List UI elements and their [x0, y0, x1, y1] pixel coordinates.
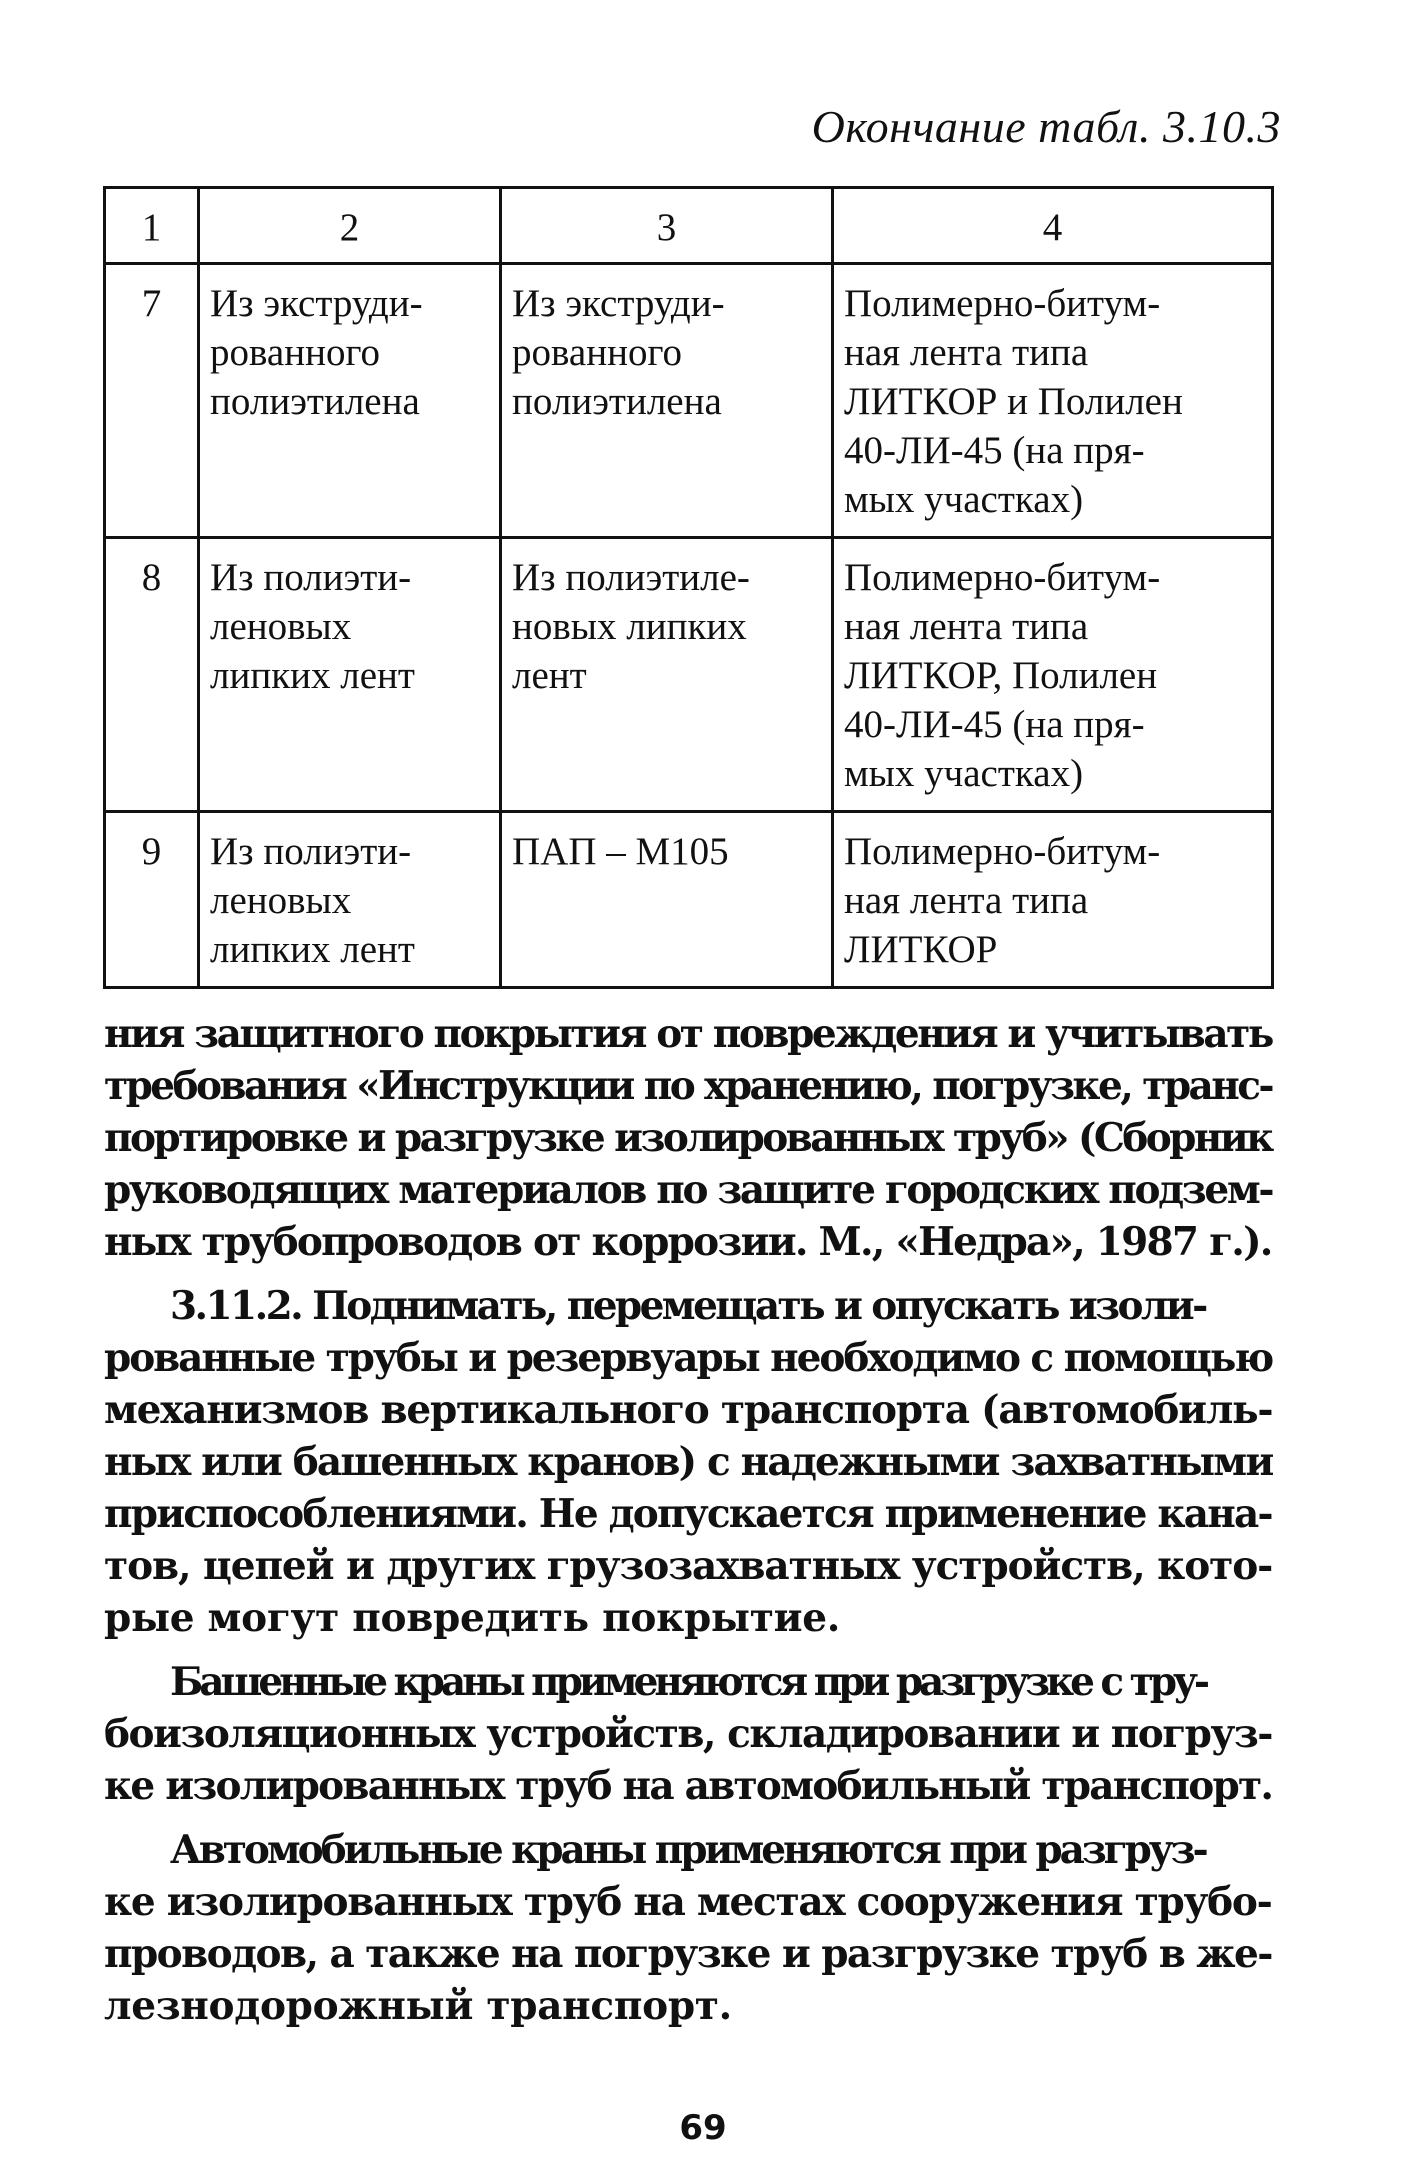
row-number-cell: 9 [105, 812, 199, 988]
table-cell [199, 538, 501, 812]
table-cell [501, 538, 833, 812]
text-line: ных трубопроводов от коррозии. М., «Недра», 1987 г.). [104, 1219, 1272, 1265]
text-line: требования «Инструкции по хранению, погрузке, транс- [104, 1063, 1273, 1109]
text-line: приспособлениями. Не допускается применение кана- [104, 1491, 1272, 1537]
cell-text-line: ЛИТКОР [844, 928, 998, 971]
table-row [105, 264, 1273, 538]
cell-text-line: Из экструди- [512, 282, 725, 325]
row-number-cell: 8 [105, 538, 199, 812]
text-line: ния защитного покрытия от повреждения и учитывать [104, 1011, 1272, 1057]
cell-text-line: лент [512, 654, 587, 697]
cell-text-line: полиэтилена [512, 380, 722, 423]
cell-text-line: ЛИТКОР, Полилен [844, 654, 1158, 697]
cell-text-line: Из экструди- [210, 282, 423, 325]
table-header-row [105, 188, 1273, 264]
text-line: лезнодорожный транспорт. [104, 1983, 732, 2029]
text-line: руководящих материалов по защите городских подзем- [104, 1167, 1273, 1213]
table-cell [501, 812, 833, 988]
table-cell [833, 264, 1273, 538]
cell-text-line: ная лента типа [844, 879, 1089, 922]
cell-text-line: мых участках) [844, 478, 1084, 521]
cell-text-line: ная лента типа [844, 331, 1089, 374]
table-body [105, 264, 1273, 988]
table-cell [833, 812, 1273, 988]
cell-text-line: мых участках) [844, 752, 1084, 795]
paragraph [104, 1280, 1272, 1644]
text-line: ке изолированных труб на автомобильный транспорт. [104, 1763, 1273, 1809]
column-header: 2 [199, 188, 501, 264]
text-line: проводов, а также на погрузке и разгрузке труб в же- [104, 1931, 1272, 1977]
column-header: 4 [833, 188, 1273, 264]
cell-text-line: Полимерно-битум- [844, 282, 1161, 325]
paragraph [104, 1656, 1272, 1812]
text-line: Башенные краны применяются при разгрузке с тру- [170, 1659, 1207, 1705]
cell-text-line: Из полиэти- [210, 556, 412, 599]
column-header: 3 [501, 188, 833, 264]
table-cell [199, 812, 501, 988]
cell-text-line: леновых [210, 605, 352, 648]
cell-text-line: Полимерно-битум- [844, 830, 1161, 873]
table-caption: Окончание табл. 3.10.3 [811, 101, 1281, 152]
cell-text-line: Из полиэти- [210, 830, 412, 873]
cell-text-line: ЛИТКОР и Полилен [844, 380, 1183, 423]
paragraph [104, 1824, 1272, 2032]
text-line: Автомобильные краны применяются при разгруз- [170, 1827, 1206, 1873]
table-cell [199, 264, 501, 538]
cell-text-line: новых липких [512, 605, 747, 648]
body-text [104, 1008, 1272, 2044]
insulation-table [103, 186, 1274, 989]
table-row [105, 812, 1273, 988]
cell-text-line: Из полиэтиле- [512, 556, 750, 599]
cell-text-line: полиэтилена [210, 380, 420, 423]
cell-text-line: леновых [210, 879, 352, 922]
cell-text-line: рованного [210, 331, 380, 374]
cell-text-line: ная лента типа [844, 605, 1089, 648]
cell-text-line: 40-ЛИ-45 (на пря- [844, 703, 1145, 746]
text-line: боизоляционных устройств, складировании и погруз- [104, 1711, 1272, 1757]
cell-text-line: липких лент [210, 928, 415, 971]
cell-text-line: рованного [512, 331, 682, 374]
cell-text-line: 40-ЛИ-45 (на пря- [844, 429, 1145, 472]
cell-text-line: липких лент [210, 654, 415, 697]
cell-text-line: ПАП – М105 [512, 830, 729, 873]
row-number-cell: 7 [105, 264, 199, 538]
cell-text-line: Полимерно-битум- [844, 556, 1161, 599]
paragraph [104, 1008, 1272, 1268]
text-line: 3.11.2. Поднимать, перемещать и опускать изоли- [170, 1283, 1206, 1329]
table-cell [501, 264, 833, 538]
page-number: 69 [679, 2108, 727, 2148]
column-header: 1 [105, 188, 199, 264]
table-row [105, 538, 1273, 812]
text-line: ных или башенных кранов) с надежными захватными [104, 1439, 1273, 1485]
text-line: тов, цепей и других грузозахватных устройств, кото- [104, 1543, 1273, 1589]
text-line: ке изолированных труб на местах сооружения трубо- [104, 1879, 1272, 1925]
text-line: рованные трубы и резервуары необходимо с помощью [104, 1335, 1273, 1381]
text-line: механизмов вертикального транспорта (автомобиль- [104, 1387, 1273, 1433]
text-line: рые могут повредить покрытие. [104, 1595, 840, 1641]
table-cell [833, 538, 1273, 812]
text-line: портировке и разгрузке изолированных труб» (Сборник [104, 1115, 1272, 1161]
